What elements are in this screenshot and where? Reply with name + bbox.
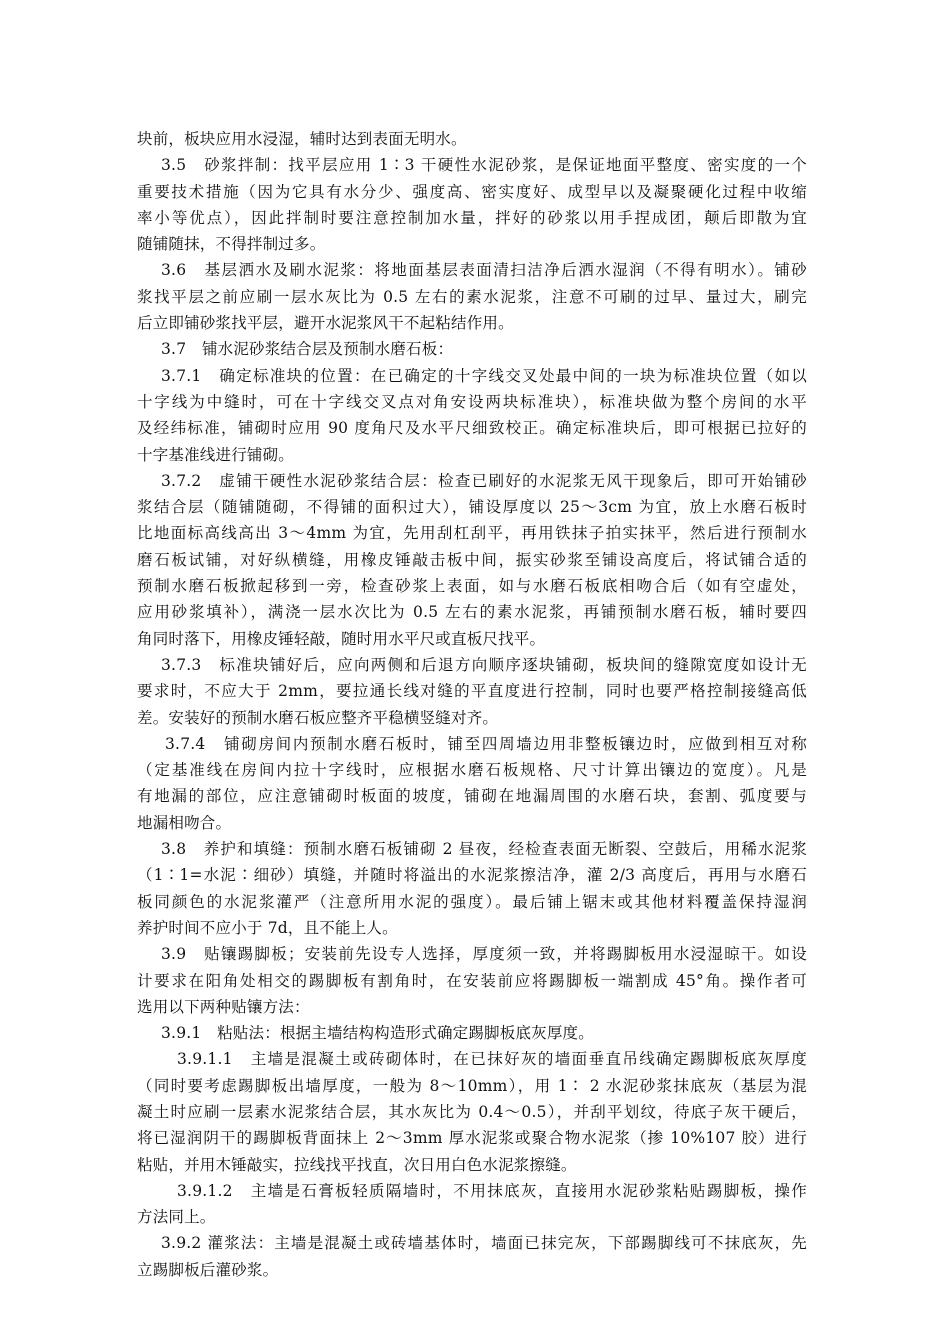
- text-line: 后立即铺砂浆找平层，避开水泥浆风干不起粘结作用。: [137, 314, 514, 333]
- text-line: 随铺随抹，不得拌制过多。: [137, 235, 326, 254]
- text-line: 3.7.1 确定标准块的位置：在已确定的十字线交叉处最中间的一块为标准块位置（如以: [161, 366, 807, 385]
- text-line: 3.9.1 粘贴法：根据主墙结构构造形式确定踢脚板底灰厚度。: [161, 1024, 594, 1043]
- text-line: （定基准线在房间内拉十字线时，应根据水磨石板规格、尺寸计算出镶边的宽度）。凡是: [137, 761, 807, 780]
- text-line: 要求时，不应大于 2mm，要拉通长线对缝的平直度进行控制，同时也要严格控制接缝高低: [137, 682, 807, 701]
- text-line: 3.7 铺水泥砂浆结合层及预制水磨石板：: [161, 340, 454, 359]
- text-line: 养护时间不应小于 7d，且不能上人。: [137, 918, 398, 937]
- text-line: 比地面标高线高出 3～4mm 为宜，先用刮杠刮平，再用铁抹子拍实抹平，然后进行预制水: [137, 524, 807, 543]
- text-line: 方法同上。: [137, 1208, 216, 1227]
- document-body: [137, 126, 807, 1283]
- text-line: 3.9.2 灌浆法：主墙是混凝土或砖墙基体时，墙面已抹完灰，下部踢脚线可不抹底灰，先: [161, 1234, 807, 1253]
- text-line: （1∶1=水泥∶细砂）填缝，并随时将溢出的水泥浆擦洁净，灌 2/3 高度后，再用与水磨石: [137, 866, 807, 885]
- text-line: 重要技术措施（因为它具有水分少、强度高、密实度好、成型早以及凝聚硬化过程中收缩: [137, 182, 807, 201]
- text-line: 浆结合层（随铺随砌，不得铺的面积过大），铺设厚度以 25～3cm 为宜，放上水磨石板时: [137, 498, 807, 517]
- text-line: 磨石板试铺，对好纵横缝，用橡皮锤敲击板中间，振实砂浆至铺设高度后，将试铺合适的: [137, 550, 807, 569]
- text-line: 预制水磨石板掀起移到一旁，检查砂浆上表面，如与水磨石板底相吻合后（如有空虚处，: [137, 577, 807, 596]
- text-line: 角同时落下，用橡皮锤轻敲，随时用水平尺或直板尺找平。: [137, 629, 546, 648]
- text-line: 3.8 养护和填缝：预制水磨石板铺砌 2 昼夜，经检查表面无断裂、空鼓后，用稀水泥浆: [161, 840, 807, 859]
- text-line: 应用砂浆填补），满浇一层水次比为 0.5 左右的素水泥浆，再铺预制水磨石板，辅时要四: [137, 603, 807, 622]
- text-line: 立踢脚板后灌砂浆。: [137, 1260, 279, 1279]
- text-line: 板同颜色的水泥浆灌严（注意所用水泥的强度）。最后铺上锯末或其他材料覆盖保持湿润: [137, 892, 807, 911]
- text-line: 3.6 基层洒水及刷水泥浆：将地面基层表面清扫洁净后洒水湿润（不得有明水）。铺砂: [161, 261, 807, 280]
- text-line: 计要求在阳角处相交的踢脚板有割角时，在安装前应将踢脚板一端割成 45°角。操作者可: [137, 971, 807, 990]
- text-line: 浆找平层之前应刷一层水灰比为 0.5 左右的素水泥浆，注意不可刷的过早、量过大，刷完: [137, 287, 807, 306]
- text-line: 块前，板块应用水浸湿，辅时达到表面无明水。: [137, 130, 467, 148]
- text-line: 十字线为中缝时，可在十字线交叉点对角安设两块标准块），标准块做为整个房间的水平: [137, 392, 807, 411]
- text-line: 3.7.4 铺砌房间内预制水磨石板时，铺至四周墙边用非整板镶边时，应做到相互对称: [165, 734, 807, 753]
- text-line: 3.9.1.2 主墙是石膏板轻质隔墙时，不用抹底灰，直接用水泥砂浆粘贴踢脚板，操作: [177, 1181, 807, 1200]
- text-line: （同时要考虑踢脚板出墙厚度，一般为 8～10mm），用 1∶ 2 水泥砂浆抹底灰（基层为混: [137, 1076, 807, 1095]
- text-line: 有地漏的部位，应注意铺砌时板面的坡度，铺砌在地漏周围的水磨石块，套割、弧度要与: [137, 787, 807, 806]
- text-line: 十字基准线进行铺砌。: [137, 445, 295, 464]
- text-line: 3.5 砂浆拌制：找平层应用 1∶3 干硬性水泥砂浆，是保证地面平整度、密实度的一个: [161, 156, 807, 175]
- text-line: 3.7.2 虚铺干硬性水泥砂浆结合层：检查已刷好的水泥浆无风干现象后，即可开始铺砂: [161, 471, 807, 490]
- text-line: 及经纬标准，铺砌时应用 90 度角尺及水平尺细致校正。确定标准块后，即可根据已拉好的: [137, 419, 807, 438]
- text-line: 3.7.3 标准块铺好后，应向两侧和后退方向顺序逐块铺砌，板块间的缝隙宽度如设计无: [161, 655, 807, 674]
- text-line: 率小等优点），因此拌制时要注意控制加水量，拌好的砂浆以用手捏成团，颠后即散为宜: [137, 208, 807, 227]
- text-line: 选用以下两种贴镶方法：: [137, 997, 310, 1016]
- text-line: 凝土时应刷一层素水泥浆结合层，其水灰比为 0.4～0.5），并刮平划纹，待底子灰干硬后，: [137, 1102, 807, 1121]
- text-line: 将已湿润阴干的踢脚板背面抹上 2～3mm 厚水泥浆或聚合物水泥浆（掺 10%107 胶）进行: [137, 1129, 807, 1148]
- text-line: 3.9 贴镶踢脚板；安装前先设专人选择，厚度须一致，并将踢脚板用水浸湿晾干。如设: [161, 945, 807, 964]
- text-line: 地漏相吻合。: [137, 813, 232, 832]
- text-line: 差。安装好的预制水磨石板应整齐平稳横竖缝对齐。: [137, 708, 499, 727]
- text-line: 3.9.1.1 主墙是混凝土或砖砌体时，在已抹好灰的墙面垂直吊线确定踢脚板底灰厚度: [177, 1050, 807, 1069]
- text-line: 粘贴，并用木锤敲实，拉线找平找直，次日用白色水泥浆擦缝。: [137, 1155, 577, 1174]
